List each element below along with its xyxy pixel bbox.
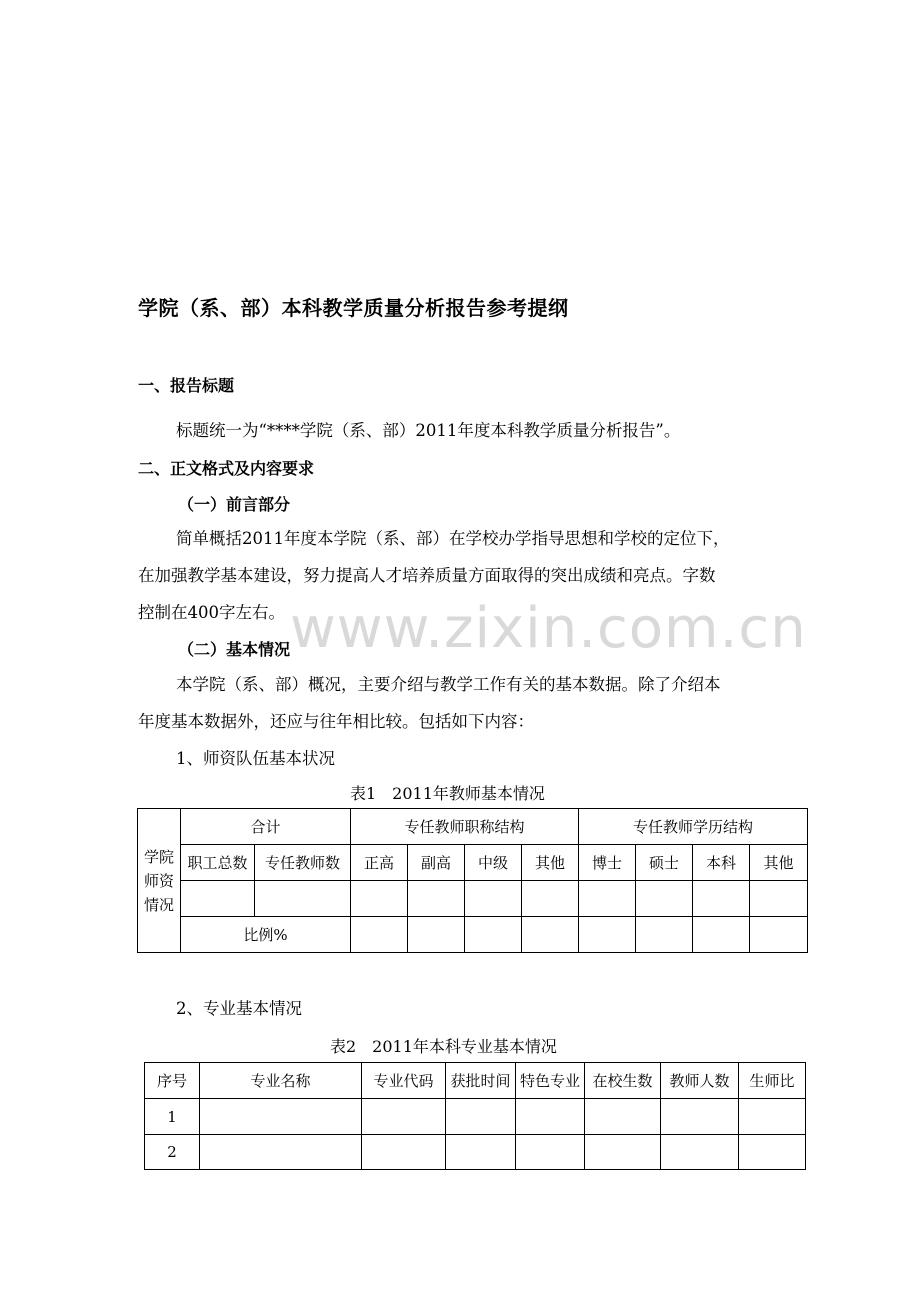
table2-row-number: 2	[145, 1135, 200, 1170]
table2-cell	[362, 1135, 446, 1170]
table2-caption: 表2 2011年本科专业基本情况	[330, 1037, 557, 1056]
item-majors: 2、专业基本情况	[176, 999, 302, 1018]
watermark: www.zixin.com.cn	[290, 596, 807, 661]
table2-cell	[739, 1135, 806, 1170]
table2-col-header: 专业名称	[200, 1063, 362, 1099]
table1-caption: 表1 2011年教师基本情况	[350, 784, 545, 803]
table1-cell	[750, 881, 808, 917]
table1-group-total: 合计	[181, 809, 351, 845]
table1-col-header: 博士	[579, 845, 636, 881]
table2-col-header: 序号	[145, 1063, 200, 1099]
table1-col-header: 其他	[750, 845, 808, 881]
subsection1-heading: （一）前言部分	[178, 495, 291, 514]
table2-cell	[362, 1099, 446, 1135]
table1-col-header: 正高	[351, 845, 408, 881]
table2-cell	[200, 1099, 362, 1135]
table1-col-header: 其他	[522, 845, 579, 881]
document-title: 学院（系、部）本科教学质量分析报告参考提纲	[138, 296, 569, 320]
table2-cell	[585, 1099, 661, 1135]
table1-cell	[693, 881, 750, 917]
table1-cell	[693, 917, 750, 953]
table2-cell	[661, 1135, 739, 1170]
table2-col-header: 教师人数	[661, 1063, 739, 1099]
table2-cell	[446, 1099, 516, 1135]
table1-group-degree: 专任教师学历结构	[579, 809, 808, 845]
table2-cell	[585, 1135, 661, 1170]
table1-col-header: 本科	[693, 845, 750, 881]
section2-heading: 二、正文格式及内容要求	[138, 459, 315, 478]
table1-cell	[465, 917, 522, 953]
table2-col-header: 在校生数	[585, 1063, 661, 1099]
table2-cell	[516, 1135, 585, 1170]
table1-group-title: 专任教师职称结构	[351, 809, 579, 845]
table2-cell	[446, 1135, 516, 1170]
intro-line-2: 在加强教学基本建设，努力提高人才培养质量方面取得的突出成绩和亮点。字数	[138, 566, 716, 585]
table2-col-header: 获批时间	[446, 1063, 516, 1099]
table2-col-header: 专业代码	[362, 1063, 446, 1099]
section1-text: 标题统一为“****学院（系、部）2011年度本科教学质量分析报告”。	[176, 421, 681, 440]
table2-cell	[739, 1099, 806, 1135]
teacher-table	[137, 808, 808, 953]
table1-cell	[465, 881, 522, 917]
table1-col-header: 中级	[465, 845, 522, 881]
intro-line-1: 简单概括2011年度本学院（系、部）在学校办学指导思想和学校的定位下，	[176, 529, 730, 548]
table1-ratio-label: 比例%	[181, 917, 351, 953]
major-table	[144, 1062, 806, 1170]
table1-cell	[351, 881, 408, 917]
table1-cell	[255, 881, 351, 917]
table2-cell	[661, 1099, 739, 1135]
table1-cell	[579, 917, 636, 953]
table2-col-header: 生师比	[739, 1063, 806, 1099]
basic-line-2: 年度基本数据外，还应与往年相比较。包括如下内容：	[138, 712, 534, 731]
item-teachers: 1、师资队伍基本状况	[176, 749, 335, 768]
table1-cell	[750, 917, 808, 953]
table1-cell	[636, 881, 693, 917]
table1-row-header: 学院师资情况	[138, 809, 181, 953]
table1-cell	[636, 917, 693, 953]
table2-row-number: 1	[145, 1099, 200, 1135]
table1-cell	[522, 917, 579, 953]
table2-cell	[516, 1099, 585, 1135]
table1-col-header: 职工总数	[181, 845, 255, 881]
table1-cell	[181, 881, 255, 917]
table1-cell	[522, 881, 579, 917]
table1-cell	[408, 917, 465, 953]
table1-col-header: 副高	[408, 845, 465, 881]
table1-cell	[408, 881, 465, 917]
table1-col-header: 硕士	[636, 845, 693, 881]
table1-cell	[579, 881, 636, 917]
section1-heading: 一、报告标题	[138, 376, 235, 395]
subsection2-heading: （二）基本情况	[178, 640, 291, 659]
table1-cell	[351, 917, 408, 953]
table1-col-header: 专任教师数	[255, 845, 351, 881]
table2-cell	[200, 1135, 362, 1170]
intro-line-3: 控制在400字左右。	[138, 603, 285, 622]
table2-col-header: 特色专业	[516, 1063, 585, 1099]
basic-line-1: 本学院（系、部）概况，主要介绍与教学工作有关的基本数据。除了介绍本	[176, 675, 721, 694]
